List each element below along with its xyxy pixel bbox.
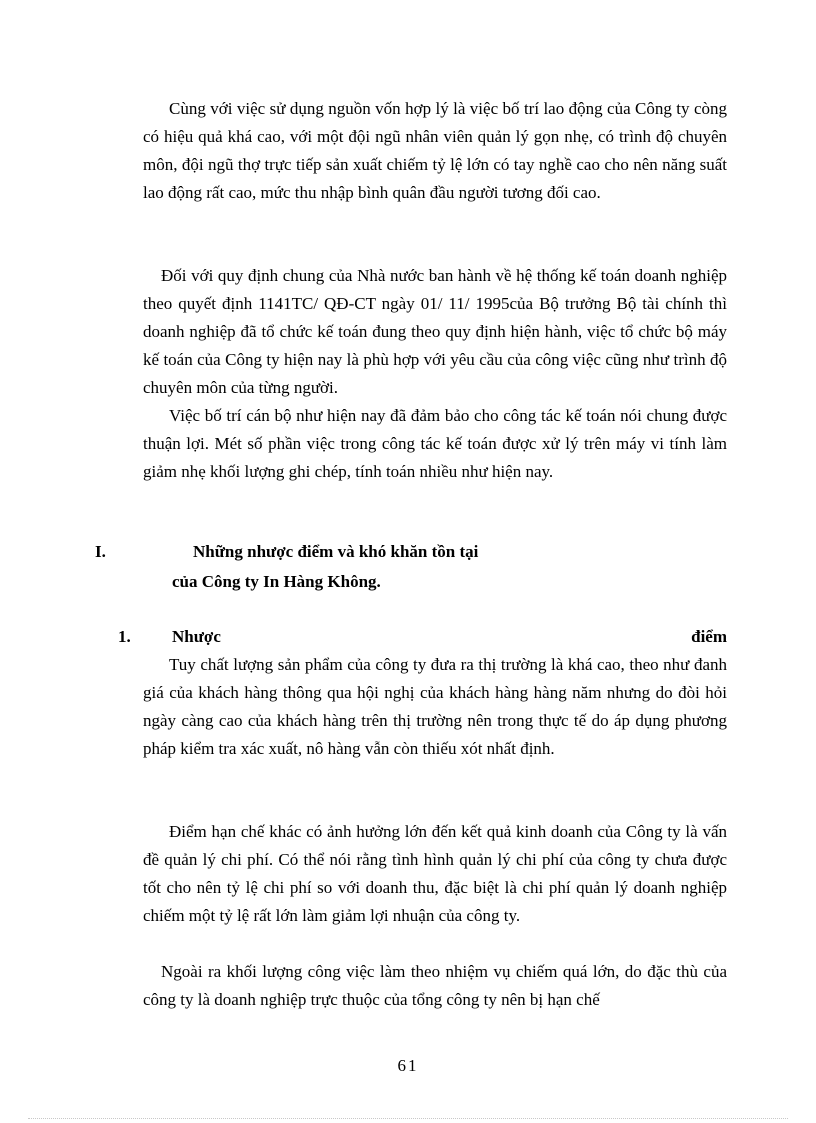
section-title-line-1: Những nhược điểm và khó khăn tồn tại — [193, 542, 479, 561]
paragraph-product-quality: Tuy chất lượng sản phẩm của công ty đưa ra thị trường là khá cao, theo như đanh giá của khách hàng thông qua hội nghị của khách hàng hàng năm nhưng do đòi hỏi ngày càng cao của khách hàng trên thị trường nên trong thực tế do áp dụng phương pháp kiểm tra xác xuất, nô hàng vẫn còn thiếu xót nhất định. — [143, 655, 727, 758]
subsection-title-right: điểm — [691, 627, 727, 646]
page-bottom-divider — [28, 1118, 788, 1119]
section-number: I. — [95, 542, 106, 561]
page-number: 61 — [397, 1056, 419, 1075]
subsection-number: 1. — [118, 627, 131, 646]
paragraph-staff-arrangement: Việc bố trí cán bộ như hiện nay đã đảm bảo cho công tác kế toán nói chung được thuận lợi. Mét số phần việc trong công tác kế toán được xử lý trên máy vi tính làm giảm nhẹ khối lượng ghi chép, tính toán nhiều như hiện nay. — [143, 406, 727, 481]
section-title-line-2: của Công ty In Hàng Không. — [172, 572, 381, 591]
paragraph-labor-efficiency: Cùng với việc sử dụng nguồn vốn hợp lý là việc bố trí lao động của Công ty còng có hiệu quả khá cao, với một đội ngũ nhân viên quản lý gọn nhẹ, có trình độ chuyên môn, đội ngũ thợ trực tiếp sản xuất chiếm tỷ lệ lớn có tay nghề cao cho nên năng suất lao động rất cao, mức thu nhập bình quân đầu người tương đối cao. — [143, 99, 727, 202]
paragraph-cost-management: Điểm hạn chế khác có ảnh hưởng lớn đến kết quả kinh doanh của Công ty là vấn đề quản lý chi phí. Có thể nói rằng tình hình quản lý chi phí của công ty chưa được tốt cho nên tỷ lệ chi phí so với doanh thu, đặc biệt là chi phí quản lý doanh nghiệp chiếm một tỷ lệ rất lớn làm giảm lợi nhuận của công ty. — [143, 822, 727, 925]
paragraph-accounting-regulations: Đối với quy định chung của Nhà nước ban hành về hệ thống kế toán doanh nghiệp theo quyết định 1141TC/ QĐ-CT ngày 01/ 11/ 1995của Bộ trưởng Bộ tài chính thì doanh nghiệp đã tổ chức kế toán đung theo quy định hiện hành, việc tổ chức bộ máy kế toán của Công ty hiện nay là phù hợp với yêu cầu của công việc cũng như trình độ chuyên môn của từng người. — [143, 266, 727, 397]
subsection-title-left: Nhược — [172, 627, 221, 646]
paragraph-workload: Ngoài ra khối lượng công việc làm theo nhiệm vụ chiếm quá lớn, do đặc thù của công ty là doanh nghiệp trực thuộc của tổng công ty nên bị hạn chế — [143, 962, 727, 1009]
